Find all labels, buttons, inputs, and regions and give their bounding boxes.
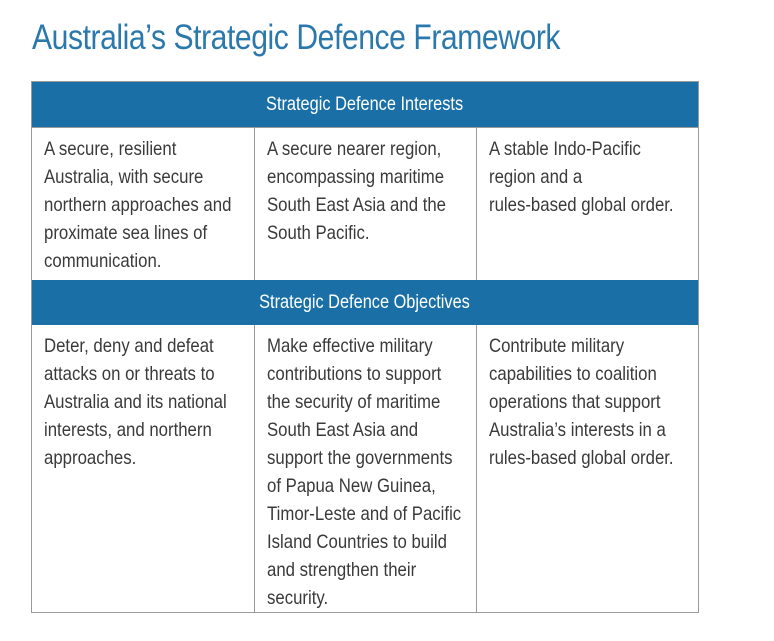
interest-cell-3 bbox=[476, 128, 698, 280]
text-line: attacks on or threats to bbox=[44, 363, 215, 385]
text-line: Island Countries to build bbox=[267, 531, 447, 553]
objective-cell-3 bbox=[476, 325, 698, 612]
interests-heading bbox=[32, 82, 698, 127]
text-line: Australia’s interests in a bbox=[489, 419, 666, 441]
text-line: operations that support bbox=[489, 391, 661, 413]
text-line: Deter, deny and defeat bbox=[44, 335, 214, 357]
text-line: northern approaches and bbox=[44, 194, 232, 216]
objective-cell-1 bbox=[32, 325, 254, 612]
interests-row bbox=[32, 127, 698, 280]
text-line: A stable Indo-Pacific bbox=[489, 138, 641, 160]
text-line: capabilities to coalition bbox=[489, 363, 657, 385]
text-line: Make effective military bbox=[267, 335, 433, 357]
text-line: of Papua New Guinea, bbox=[267, 475, 436, 497]
text-line: rules-based global order. bbox=[489, 194, 674, 216]
text-line: the security of maritime bbox=[267, 391, 441, 413]
interest-cell-2 bbox=[254, 128, 476, 280]
text-line: and strengthen their bbox=[267, 559, 417, 581]
objectives-row bbox=[32, 325, 698, 612]
page-title: Australia’s Strategic Defence Framework bbox=[32, 18, 561, 57]
text-line: approaches. bbox=[44, 447, 137, 469]
framework-table bbox=[31, 81, 699, 613]
text-line: interests, and northern bbox=[44, 419, 212, 441]
text-line: Timor-Leste and of Pacific bbox=[267, 503, 462, 525]
text-line: support the governments bbox=[267, 447, 453, 469]
text-line: South East Asia and the bbox=[267, 194, 447, 216]
text-line: Contribute military bbox=[489, 335, 625, 357]
text-line: rules-based global order. bbox=[489, 447, 674, 469]
text-line: Australia and its national bbox=[44, 391, 227, 413]
text-line: A secure nearer region, bbox=[267, 138, 442, 160]
interest-cell-1 bbox=[32, 128, 254, 280]
text-line: A secure, resilient bbox=[44, 138, 177, 160]
text-line: region and a bbox=[489, 166, 583, 188]
text-line: Australia, with secure bbox=[44, 166, 204, 188]
text-line: South East Asia and bbox=[267, 419, 419, 441]
text-line: encompassing maritime bbox=[267, 166, 445, 188]
text-line: contributions to support bbox=[267, 363, 442, 385]
interests-heading-label: Strategic Defence Interests bbox=[266, 93, 464, 115]
text-line: security. bbox=[267, 587, 329, 609]
text-line: communication. bbox=[44, 250, 162, 272]
text-line: South Pacific. bbox=[267, 222, 370, 244]
objectives-heading-label: Strategic Defence Objectives bbox=[259, 291, 471, 313]
objectives-heading bbox=[32, 280, 698, 325]
objective-cell-2 bbox=[254, 325, 476, 612]
text-line: proximate sea lines of bbox=[44, 222, 208, 244]
